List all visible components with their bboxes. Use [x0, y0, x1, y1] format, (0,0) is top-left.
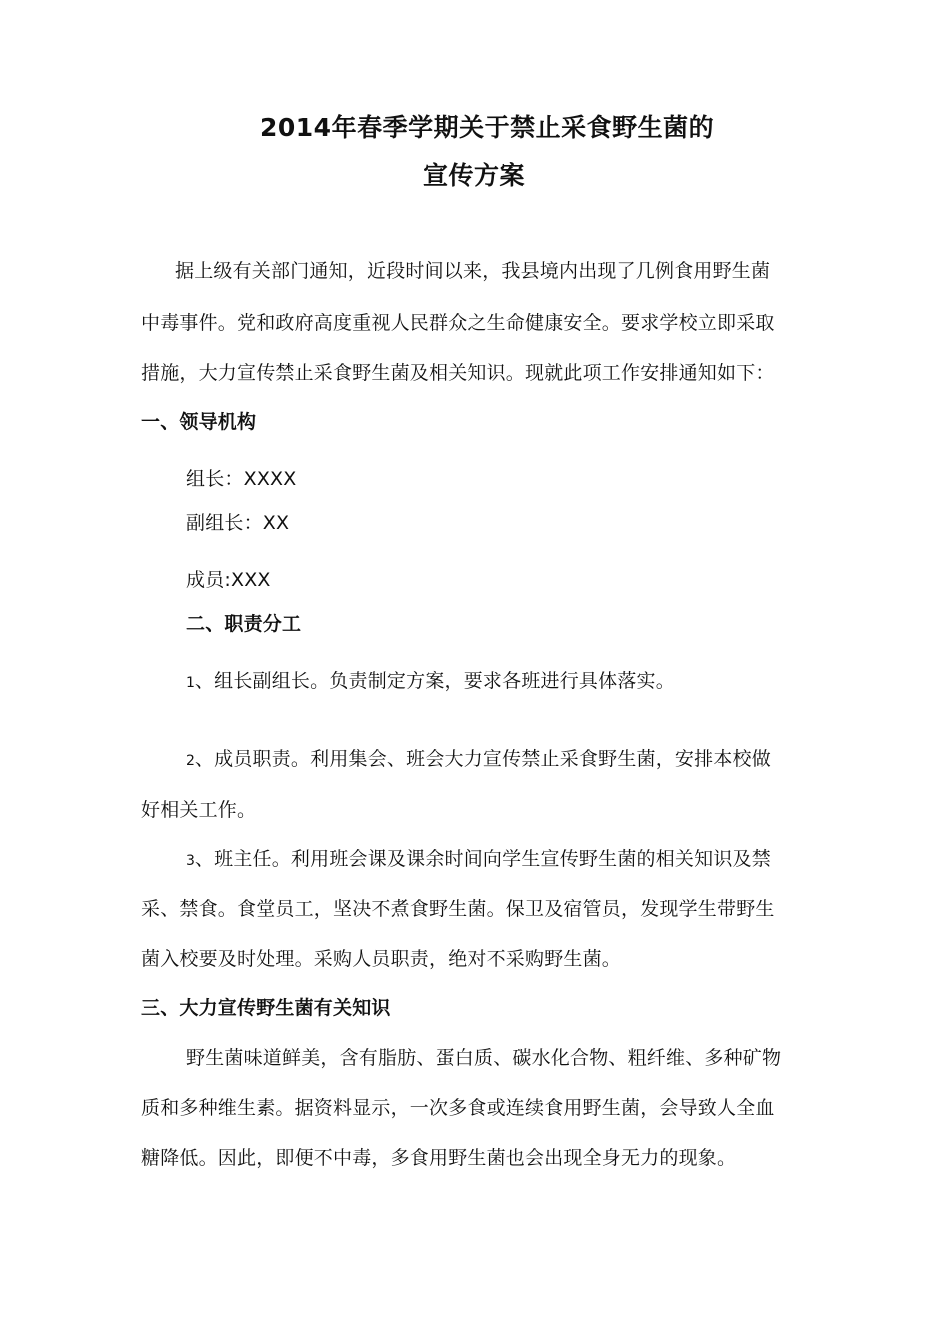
duty-item-3-line-3: 菌入校要及时处理。采购人员职责，绝对不采购野生菌。: [141, 948, 622, 970]
duty-item-2-line-2: 好相关工作。: [141, 799, 257, 821]
leader-line: 组长：XXXX: [186, 468, 297, 490]
duty-item-3-line-2: 采、禁食。食堂员工，坚决不煮食野生菌。保卫及宿管员，发现学生带野生: [141, 898, 775, 920]
deputy-leader-line: 副组长：XX: [186, 512, 290, 534]
document-title-line-2: 宣传方案: [423, 161, 526, 190]
duty-item-2-text: 、成员职责。利用集会、班会大力宣传禁止采食野生菌，安排本校做: [194, 748, 771, 770]
duty-item-1: [186, 668, 675, 696]
duty-item-3-text: 、班主任。利用班会课及课余时间向学生宣传野生菌的相关知识及禁: [194, 848, 771, 870]
duty-item-1-number: 1: [186, 675, 195, 691]
members-line: 成员:XXX: [186, 569, 271, 591]
intro-line-2: 中毒事件。党和政府高度重视人民群众之生命健康安全。要求学校立即采取: [141, 312, 775, 334]
intro-line-3: 措施，大力宣传禁止采食野生菌及相关知识。现就此项工作安排通知如下：: [141, 362, 775, 384]
section1-heading: 一、领导机构: [141, 411, 257, 433]
knowledge-line-2: 质和多种维生素。据资料显示，一次多食或连续食用野生菌，会导致人全血: [141, 1097, 775, 1119]
duty-item-2-number: 2: [186, 753, 195, 769]
knowledge-line-1: 野生菌味道鲜美，含有脂肪、蛋白质、碳水化合物、粗纤维、多种矿物: [186, 1047, 782, 1069]
section2-heading: 二、职责分工: [186, 613, 302, 635]
intro-line-1: 据上级有关部门通知，近段时间以来，我县境内出现了几例食用野生菌: [175, 260, 771, 282]
duty-item-2-line-1: [186, 746, 771, 774]
document-title-line-1: 2014年春季学期关于禁止采食野生菌的: [260, 113, 715, 142]
section3-heading: 三、大力宣传野生菌有关知识: [141, 997, 391, 1019]
duty-item-3-number: 3: [186, 853, 195, 869]
duty-item-3-line-1: [186, 846, 771, 874]
knowledge-line-3: 糖降低。因此，即便不中毒，多食用野生菌也会出现全身无力的现象。: [141, 1147, 737, 1169]
duty-item-1-text: 、组长副组长。负责制定方案，要求各班进行具体落实。: [194, 670, 675, 692]
